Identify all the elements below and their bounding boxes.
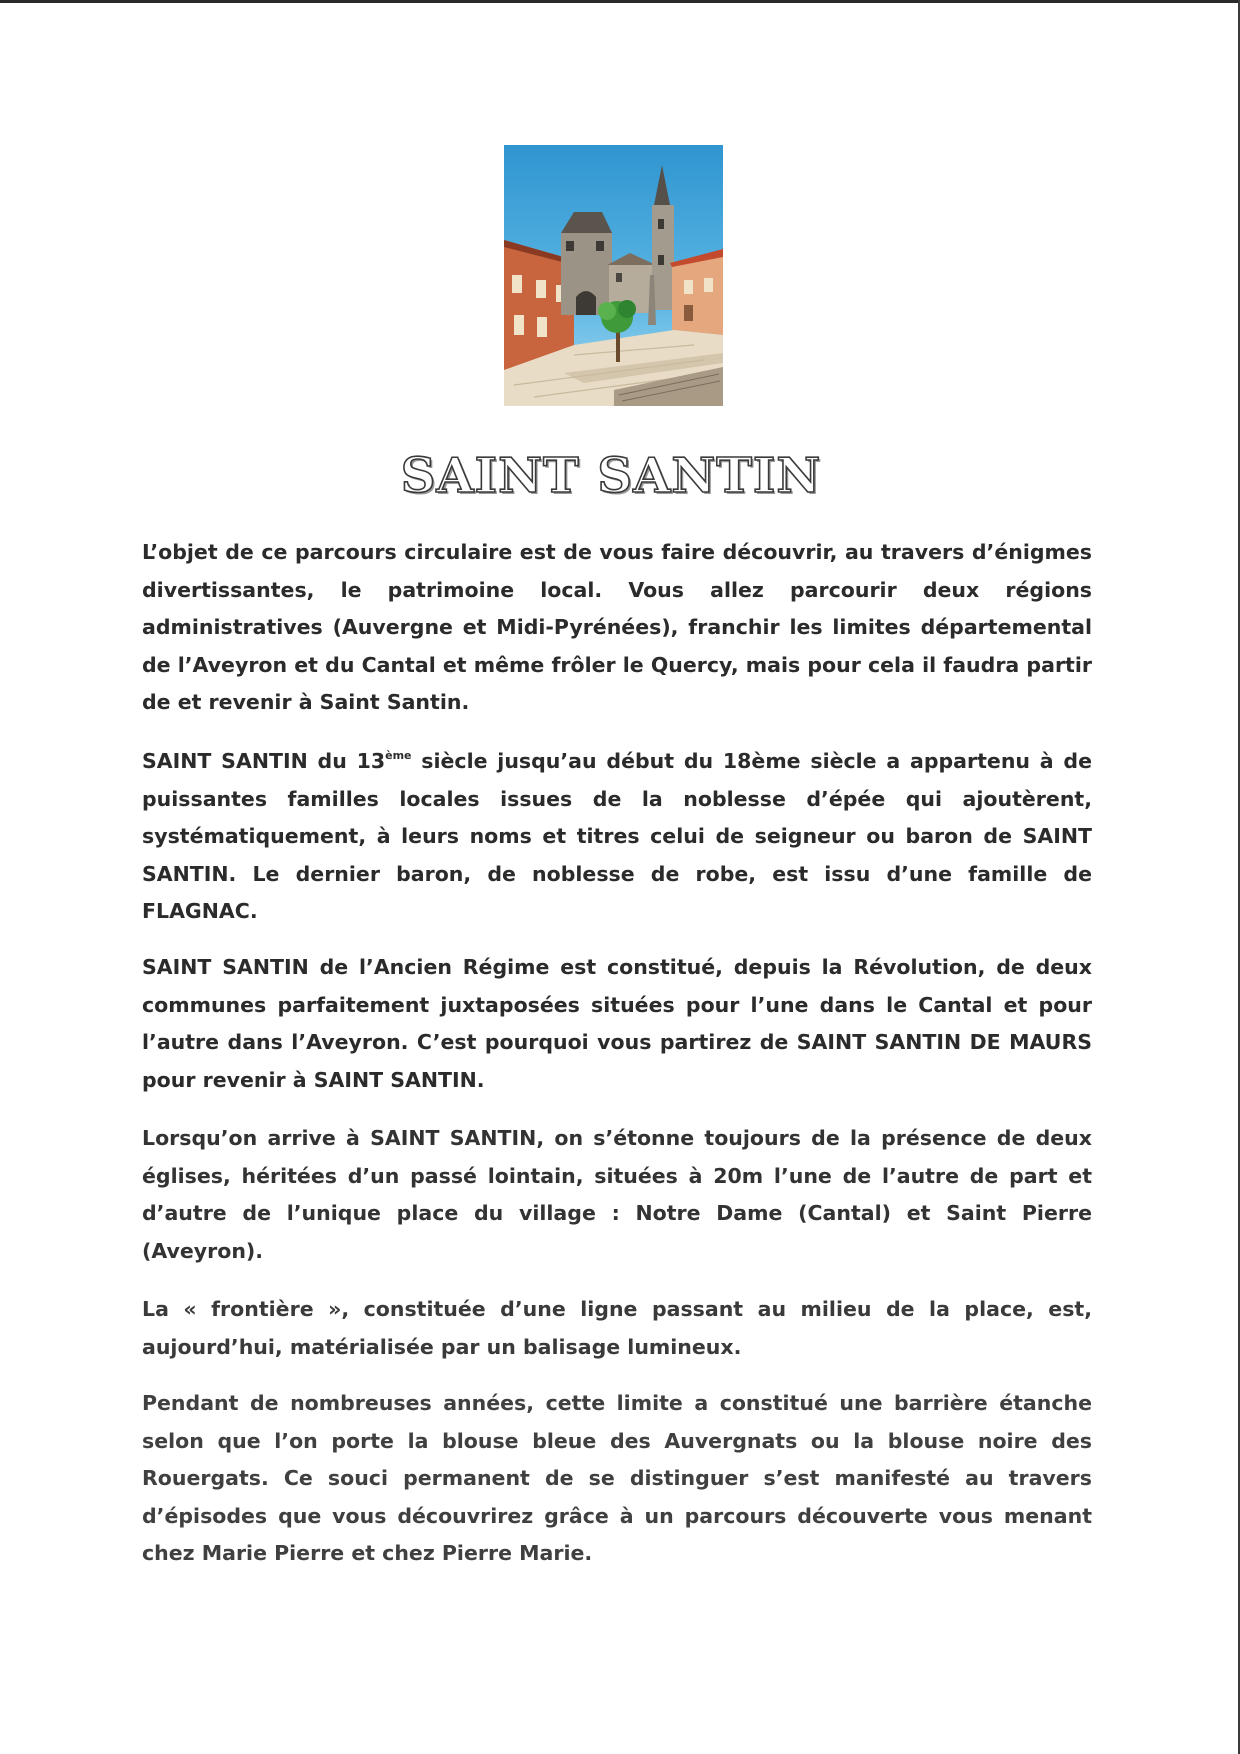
border-paragraph: La « frontière », constituée d’une ligne passant au milieu de la place, est, aujourd’hui, matérialisée par un balisage lumineux. bbox=[142, 1297, 1092, 1359]
barrier-paragraph: Pendant de nombreuses années, cette limite a constitué une barrière étanche selon que l’on porte la blouse bleue des Auvergnats ou la blouse noire des Rouergats. Ce souci permanent de se distinguer s’est manifesté au travers d’épisodes que vous découvrirez grâce à un parcours découverte vous menant chez Marie Pierre et chez Pierre Marie. bbox=[142, 1391, 1092, 1565]
history-paragraph-rest: siècle jusqu’au début du 18ème siècle a appartenu à de puissantes familles locales issues de la noblesse d’épée qui ajoutèrent, systématiquement, à leurs noms et titres celui de seigneur ou baron de SAINT SANTIN. Le dernier baron, de noblesse de robe, est issu d’une famille de FLAGNAC. bbox=[142, 749, 1092, 923]
churches-paragraph: Lorsqu’on arrive à SAINT SANTIN, on s’étonne toujours de la présence de deux églises, héritées d’un passé lointain, situées à 20m l’une de l’autre de part et d’autre de l’unique place du village : Notre Dame (Cantal) et Saint Pierre (Aveyron). bbox=[142, 1126, 1092, 1263]
scan-border-top bbox=[0, 0, 1240, 3]
village-illustration bbox=[504, 145, 723, 406]
intro-paragraph: L’objet de ce parcours circulaire est de vous faire découvrir, au travers d’énigmes divertissantes, le patrimoine local. Vous allez parcourir deux régions administratives (Auvergne et Midi-Pyrénées), franchir les limites départemental de l’Aveyron et du Cantal et même frôler le Quercy, mais pour cela il faudra partir de et revenir à Saint Santin. bbox=[142, 540, 1092, 714]
communes-paragraph: SAINT SANTIN de l’Ancien Régime est constitué, depuis la Révolution, de deux communes parfaitement juxtaposées situées pour l’une dans le Cantal et pour l’autre dans l’Aveyron. C’est pourquoi vous partirez de SAINT SANTIN DE MAURS pour revenir à SAINT SANTIN. bbox=[142, 955, 1092, 1092]
history-paragraph bbox=[142, 743, 1092, 931]
history-paragraph-start: SAINT SANTIN du 13 bbox=[142, 749, 386, 773]
document-title: SAINT SANTIN bbox=[400, 448, 822, 504]
century-superscript: ème bbox=[385, 749, 412, 762]
